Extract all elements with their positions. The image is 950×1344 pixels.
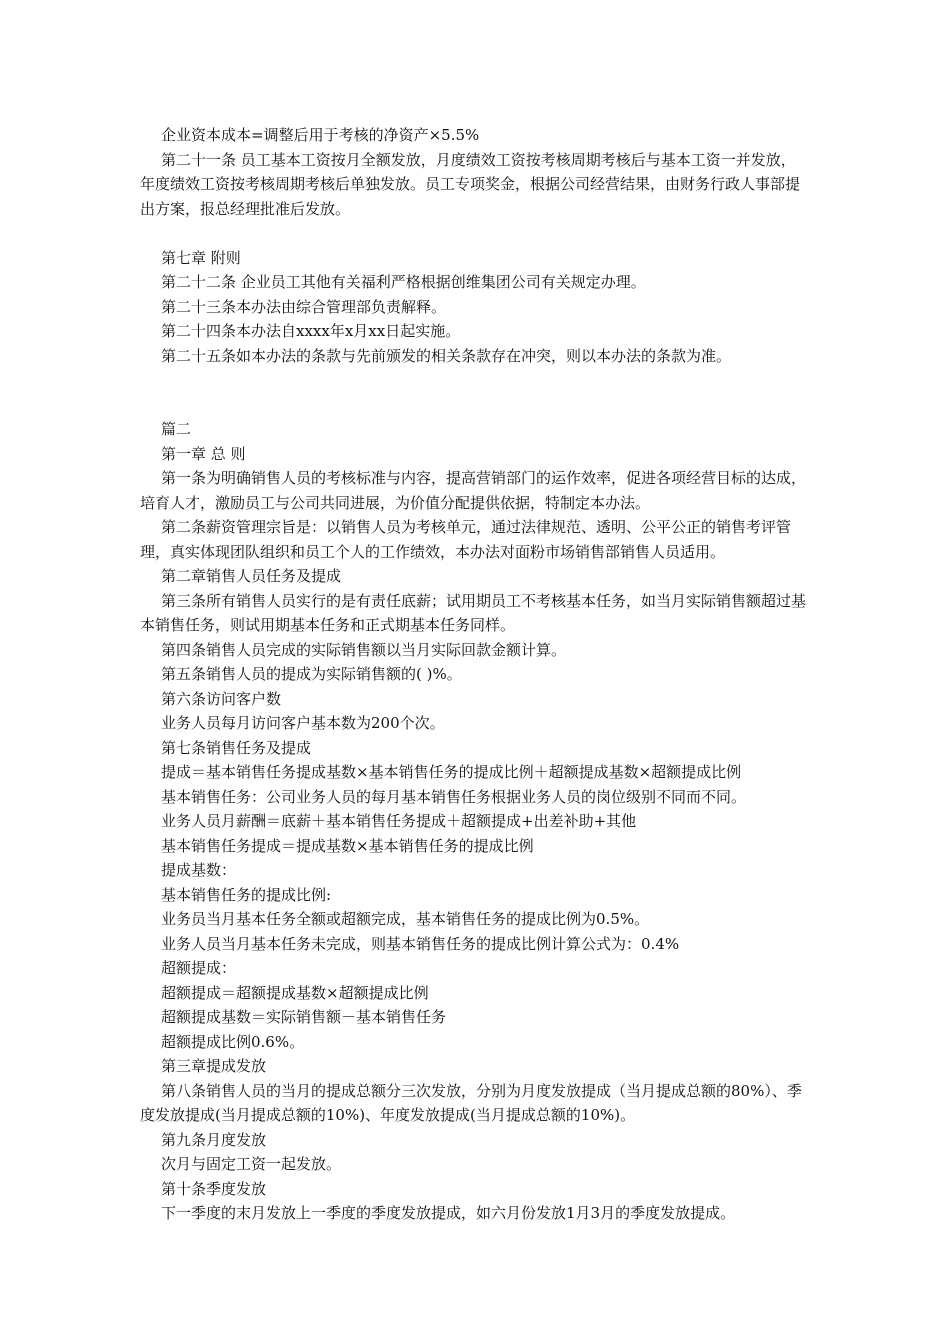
paragraph: 下一季度的末月发放上一季度的季度发放提成，如六月份发放1月3月的季度发放提成。 xyxy=(161,1204,736,1222)
blank-line xyxy=(140,221,810,246)
paragraph: 基本销售任务：公司业务人员的每月基本销售任务根据业务人员的岗位级别不同而不同。 xyxy=(161,787,747,806)
paragraph: 业务人员月薪酬＝底薪＋基本销售任务提成＋超额提成+出差补助+其他 xyxy=(161,812,637,830)
paragraph: 基本销售任务提成＝提成基数×基本销售任务的提成比例 xyxy=(161,836,534,855)
chapter-heading: 第二章销售人员任务及提成 xyxy=(161,567,342,585)
blank-line xyxy=(140,393,810,418)
paragraph: 第二十二条 企业员工其他有关福利严格根据创维集团公司有关规定办理。 xyxy=(161,273,646,291)
paragraph: 第二十一条 员工基本工资按月全额发放，月度绩效工资按考核周期考核后与基本工资一并发放，年度绩效工资按考核周期考核后单独发放。员工专项奖金，根据公司经营结果，由财务行政人事部提出方案，报总经理批准后发放。 xyxy=(140,150,801,218)
paragraph: 第二十五条如本办法的条款与先前颁发的相关条款存在冲突，则以本办法的条款为准。 xyxy=(161,346,732,365)
chapter-heading: 第一章 总 则 xyxy=(161,444,246,463)
paragraph: 超额提成基数＝实际销售额－基本销售任务 xyxy=(161,1008,447,1026)
paragraph: 提成基数： xyxy=(161,861,237,879)
paragraph: 第六条访问客户数 xyxy=(161,689,282,708)
paragraph: 第七条销售任务及提成 xyxy=(161,738,312,757)
paragraph: 第八条销售人员的当月的提成总额分三次发放，分别为月度发放提成（当月提成总额的80%）、季度发放提成(当月提成总额的10%)、年度发放提成(当月提成总额的10%)。 xyxy=(140,1081,802,1124)
paragraph: 业务人员每月访问客户基本数为200个次。 xyxy=(161,714,445,732)
paragraph: 第九条月度发放 xyxy=(161,1130,267,1149)
paragraph: 第二十三条本办法由综合管理部负责解释。 xyxy=(161,297,447,316)
section-heading: 篇二 xyxy=(161,420,192,438)
paragraph: 第三条所有销售人员实行的是有责任底薪；试用期员工不考核基本任务，如当月实际销售额超过基本销售任务，则试用期基本任务和正式期基本任务同样。 xyxy=(140,591,807,634)
paragraph: 超额提成： xyxy=(161,959,237,977)
paragraph: 提成＝基本销售任务提成基数×基本销售任务的提成比例＋超额提成基数×超额提成比例 xyxy=(161,763,742,781)
paragraph: 业务员当月基本任务全额或超额完成，基本销售任务的提成比例为0.5%。 xyxy=(161,910,650,928)
paragraph: 第五条销售人员的提成为实际销售额的( )%。 xyxy=(161,665,462,683)
paragraph: 超额提成＝超额提成基数×超额提成比例 xyxy=(161,983,429,1002)
paragraph: 超额提成比例0.6%。 xyxy=(161,1032,305,1051)
paragraph: 第十条季度发放 xyxy=(161,1179,267,1198)
paragraph: 业务人员当月基本任务未完成，则基本销售任务的提成比例计算公式为：0.4% xyxy=(161,934,680,953)
paragraph: 次月与固定工资一起发放。 xyxy=(161,1155,342,1173)
paragraph: 基本销售任务的提成比例: xyxy=(161,885,332,904)
paragraph: 第二十四条本办法自xxxx年x月xx日起实施。 xyxy=(161,322,461,340)
document-body xyxy=(140,123,810,1226)
chapter-heading: 第七章 附则 xyxy=(161,248,241,267)
paragraph: 第二条薪资管理宗旨是：以销售人员为考核单元，通过法律规范、透明、公平公正的销售考评管理，真实体现团队组织和员工个人的工作绩效，本办法对面粉市场销售部销售人员适用。 xyxy=(140,518,792,561)
paragraph: 第一条为明确销售人员的考核标准与内容，提高营销部门的运作效率，促进各项经营目标的达成，培育人才，激励员工与公司共同进展，为价值分配提供依据，特制定本办法。 xyxy=(140,469,807,512)
chapter-heading: 第三章提成发放 xyxy=(161,1057,267,1075)
paragraph: 企业资本成本=调整后用于考核的净资产×5.5% xyxy=(161,126,480,144)
paragraph: 第四条销售人员完成的实际销售额以当月实际回款金额计算。 xyxy=(161,640,567,659)
blank-line xyxy=(140,368,810,393)
